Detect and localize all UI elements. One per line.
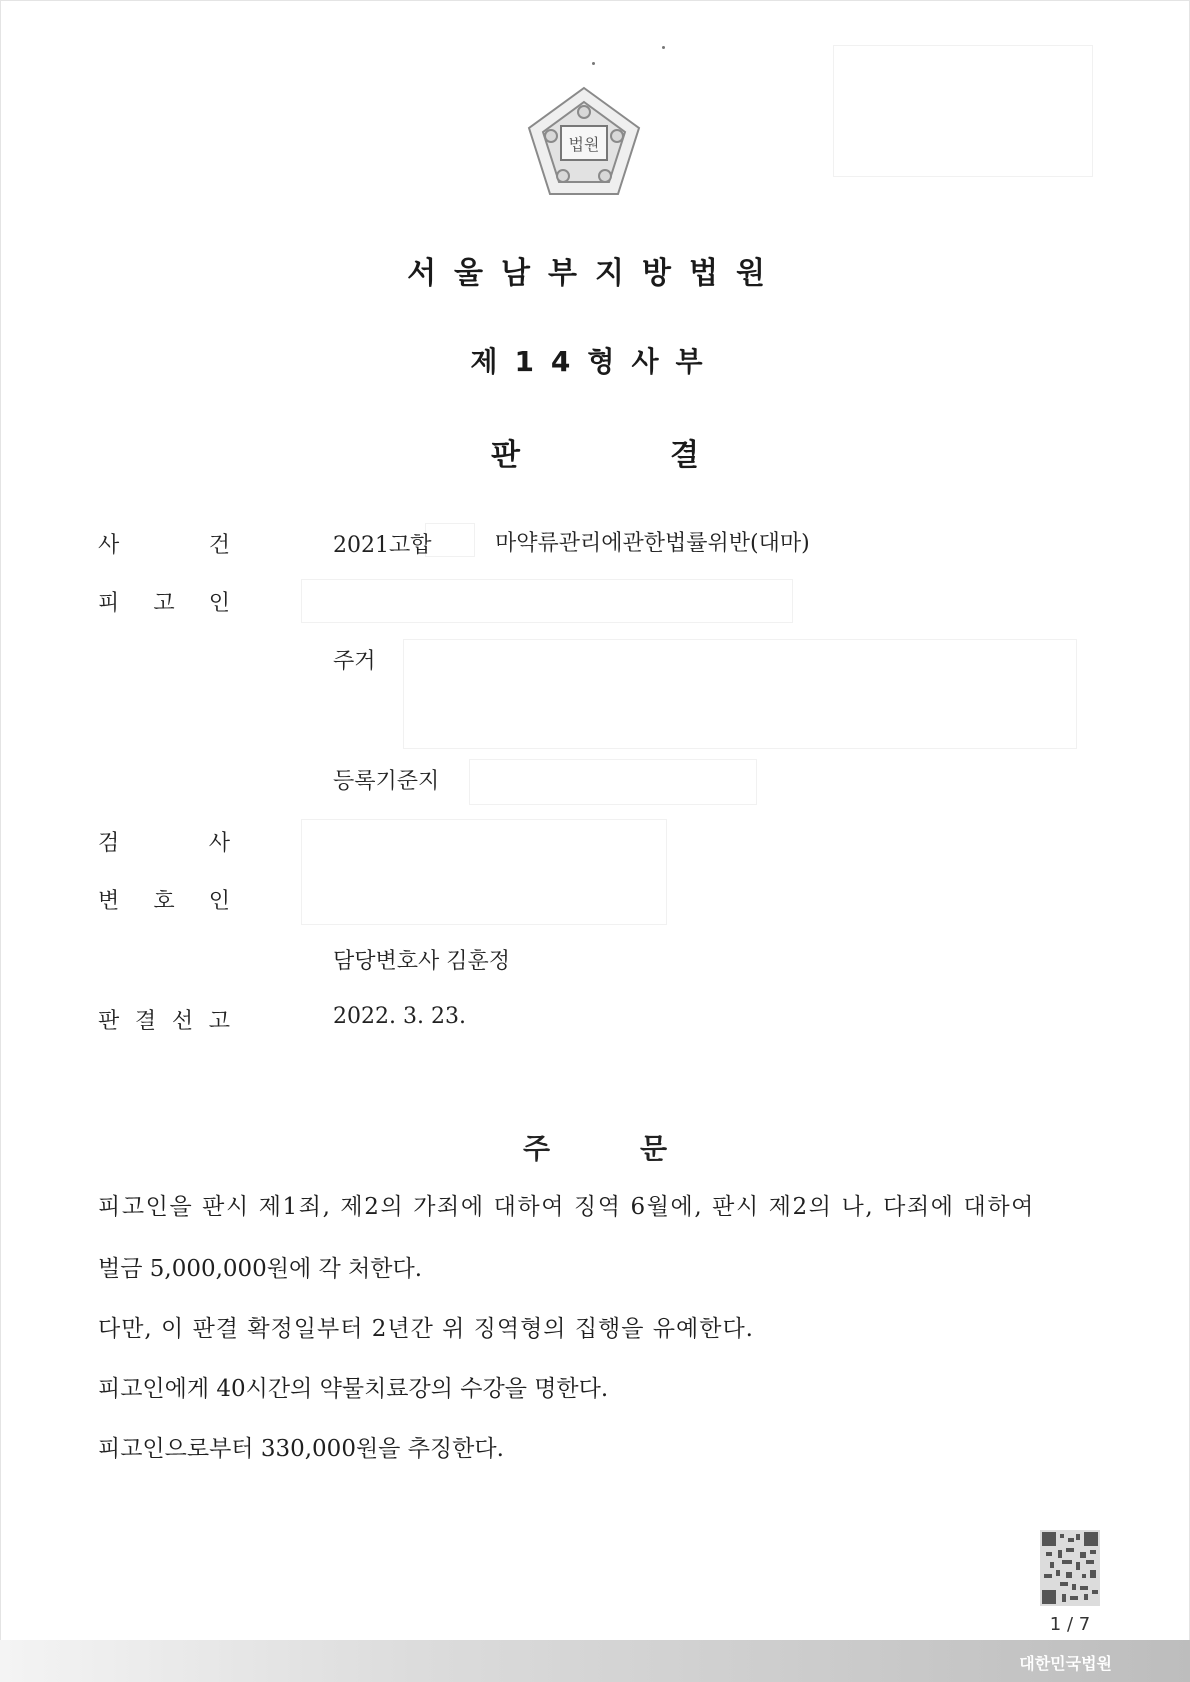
case-label — [98, 528, 230, 559]
sentencing-date: 2022. 3. 23. — [333, 1004, 466, 1029]
redaction-block — [426, 524, 474, 556]
qr-code-icon — [1040, 1530, 1100, 1606]
label-char: 사 — [98, 533, 120, 558]
counsel-label — [98, 884, 230, 915]
order-line: 벌금 5,000,000원에 각 처한다. — [98, 1256, 423, 1282]
label-char: 판 — [98, 1009, 120, 1034]
case-number: 2021고합 — [333, 533, 432, 558]
label-char: 결 — [134, 1009, 157, 1034]
footer-band — [0, 1640, 1190, 1682]
order-line: 피고인에게 40시간의 약물치료강의 수강을 명한다. — [98, 1376, 609, 1402]
court-seal-icon — [525, 84, 643, 202]
heading-char: 문 — [640, 1132, 668, 1165]
page-number: 1 / 7 — [1049, 1614, 1091, 1635]
lawyer-in-charge: 담당변호사 김훈정 — [333, 949, 511, 974]
prosecutor-label — [98, 826, 230, 857]
heading-char: 주 — [522, 1132, 550, 1165]
court-name: 서울남부지방법원 — [407, 256, 783, 291]
sentencing-label — [98, 1004, 230, 1035]
redaction-block — [302, 580, 792, 622]
order-line: 피고인으로부터 330,000원을 추징한다. — [98, 1436, 504, 1462]
redaction-block — [470, 760, 756, 804]
scan-speck — [662, 46, 665, 49]
issuer-label: 대한민국법원 — [1019, 1654, 1112, 1673]
scan-speck — [592, 62, 595, 65]
address-label: 주거 — [333, 649, 376, 674]
division-name: 제14형사부 — [470, 345, 720, 378]
case-name: 마약류관리에관한법률위반(대마) — [495, 531, 810, 556]
label-char: 선 — [171, 1009, 194, 1034]
label-char: 건 — [208, 533, 230, 558]
label-char: 사 — [208, 831, 230, 856]
label-char: 검 — [98, 831, 120, 856]
label-char: 변 — [98, 889, 120, 914]
label-char: 피 — [98, 591, 120, 616]
title-char: 판 — [491, 438, 520, 473]
label-char: 고 — [208, 1009, 230, 1034]
label-char: 고 — [153, 591, 175, 616]
redaction-block — [302, 820, 666, 924]
redaction-block — [404, 640, 1076, 748]
order-line: 피고인을 판시 제1죄, 제2의 가죄에 대하여 징역 6월에, 판시 제2의 나, 다죄에 대하여 — [98, 1194, 1035, 1220]
title-char: 결 — [670, 438, 699, 473]
court-seal-text: 법원 — [568, 135, 600, 154]
registration-label: 등록기준지 — [333, 769, 440, 794]
label-char: 호 — [153, 889, 175, 914]
document-title — [0, 430, 1190, 474]
label-char: 인 — [208, 591, 230, 616]
label-char: 인 — [208, 889, 230, 914]
redaction-block — [834, 46, 1092, 176]
defendant-label — [98, 586, 230, 617]
order-heading — [0, 1127, 1190, 1167]
order-line: 다만, 이 판결 확정일부터 2년간 위 징역형의 집행을 유예한다. — [98, 1316, 754, 1342]
